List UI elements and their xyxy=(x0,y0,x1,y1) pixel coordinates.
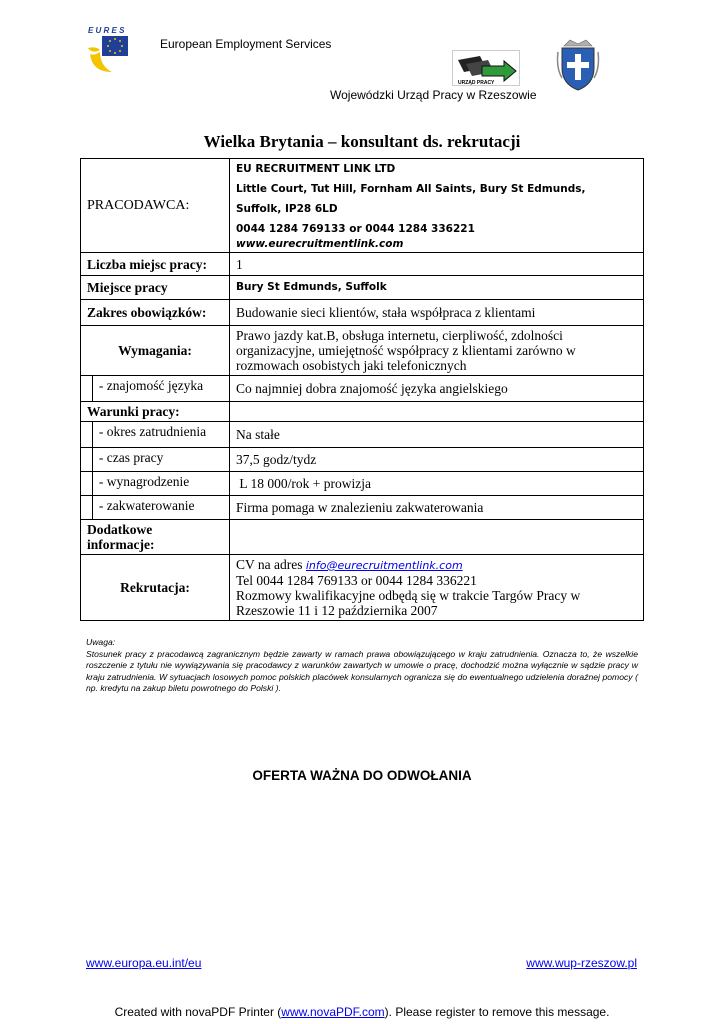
footer-message xyxy=(0,1005,724,1019)
recruitment-label: Rekrutacja: xyxy=(81,555,230,621)
europa-link[interactable]: www.europa.eu.int/eu xyxy=(86,956,202,970)
disclaimer-note xyxy=(86,637,638,695)
table-row xyxy=(81,448,644,472)
note-body: Stosunek pracy z pracodawcą zagranicznym będzie zawarty w ramach prawa obowiązującego w kraju zatrudnienia. Oznacza to, że wszelkie roszczenie z tytułu nie wywiązywania się pracodawcy z warunków zawartych w umowie o pracę, dochodzić można wyłącznie w sądzie pracy w kraju zatrudnienia. W sytuacjach losowych pomoc polskich placówek konsularnych ogranicza się do ewentualnego udzielenia doraźnej pomocy ( np. kredytu na zakup biletu powrotnego do Polski ). xyxy=(86,648,638,693)
wup-rzeszow-link[interactable]: www.wup-rzeszow.pl xyxy=(526,956,637,970)
duties-value: Budowanie sieci klientów, stała współpraca z klientami xyxy=(230,300,644,326)
employer-website: www.eurecruitmentlink.com xyxy=(236,238,404,250)
wup-logo-text: URZĄD PRACY xyxy=(458,80,495,86)
employer-address-line: Little Court, Tut Hill, Fornham All Saints, Bury St Edmunds, xyxy=(236,183,586,195)
recruitment-cv-prefix: CV na adres xyxy=(236,557,306,572)
recruitment-email-link[interactable]: info@eurecruitmentlink.com xyxy=(305,559,463,572)
wup-logo xyxy=(452,50,520,86)
language-value: Co najmniej dobra znajomość języka angielskiego xyxy=(230,376,644,402)
duties-label: Zakres obowiązków: xyxy=(81,300,230,326)
employer-phone: 0044 1284 769133 or 0044 1284 336221 xyxy=(236,223,475,235)
eures-logo xyxy=(86,24,134,76)
requirements-label: Wymagania: xyxy=(81,326,230,376)
table-row xyxy=(81,376,644,402)
employment-label: - okres zatrudnienia xyxy=(92,422,229,448)
novapdf-link[interactable]: www.novaPDF.com xyxy=(281,1005,385,1019)
hours-value: 37,5 godz/tydz xyxy=(230,448,644,472)
employment-value: Na stałe xyxy=(230,422,644,448)
extra-info-value xyxy=(230,520,644,555)
table-row xyxy=(81,276,644,300)
location-value xyxy=(230,276,644,300)
page-title: Wielka Brytania – konsultant ds. rekrutacji xyxy=(203,132,521,151)
table-row xyxy=(81,326,644,376)
table-row xyxy=(81,402,644,422)
employer-address-line: Suffolk, IP28 6LD xyxy=(236,203,338,215)
wup-name: Wojewódzki Urząd Pracy w Rzeszowie xyxy=(330,88,537,102)
recruitment-value xyxy=(230,555,644,621)
eures-logo-text: E U R E S xyxy=(88,26,125,35)
employer-name: EU RECRUITMENT LINK LTD xyxy=(236,163,396,175)
table-row xyxy=(81,300,644,326)
table-row xyxy=(81,422,644,448)
table-row xyxy=(81,555,644,621)
offer-validity: OFERTA WAŻNA DO ODWOŁANIA xyxy=(252,768,472,783)
conditions-label: Warunki pracy: xyxy=(81,402,230,422)
hours-label: - czas pracy xyxy=(92,448,229,472)
recruitment-interviews: Rozmowy kwalifikacyjne odbędą się w trakcie Targów Pracy w Rzeszowie 11 i 12 października 2007 xyxy=(236,588,581,618)
language-label: - znajomość języka xyxy=(92,376,229,402)
salary-label: - wynagrodzenie xyxy=(92,472,229,496)
note-heading: Uwaga: xyxy=(86,637,116,647)
offer-table xyxy=(80,158,644,621)
places-value: 1 xyxy=(230,253,644,276)
location-label: Miejsce pracy xyxy=(81,276,230,300)
table-row xyxy=(81,159,644,253)
employer-label: PRACODAWCA: xyxy=(81,159,230,253)
recruitment-phone: Tel 0044 1284 769133 or 0044 1284 336221 xyxy=(236,573,477,588)
extra-info-label: Dodatkowe informacje: xyxy=(81,520,230,555)
org-name: European Employment Services xyxy=(160,37,332,51)
location-text: Bury St Edmunds, Suffolk xyxy=(236,281,387,293)
housing-value: Firma pomaga w znalezieniu zakwaterowania xyxy=(230,496,644,520)
table-row xyxy=(81,253,644,276)
table-row xyxy=(81,520,644,555)
employer-details xyxy=(230,159,644,253)
table-row xyxy=(81,472,644,496)
housing-label: - zakwaterowanie xyxy=(92,496,229,520)
footer-suffix: ). Please register to remove this message. xyxy=(384,1005,610,1019)
places-label: Liczba miejsc pracy: xyxy=(81,253,230,276)
footer-prefix: Created with novaPDF Printer ( xyxy=(114,1005,282,1019)
requirements-value: Prawo jazdy kat.B, obsługa internetu, cierpliwość, zdolności organizacyjne, umiejętność współpracy z klientami zarówno w rozmowach osobistych jaki telefonicznych xyxy=(230,326,644,376)
coat-of-arms-icon xyxy=(556,38,600,94)
table-row xyxy=(81,496,644,520)
salary-value: L 18 000/rok + prowizja xyxy=(230,472,644,496)
